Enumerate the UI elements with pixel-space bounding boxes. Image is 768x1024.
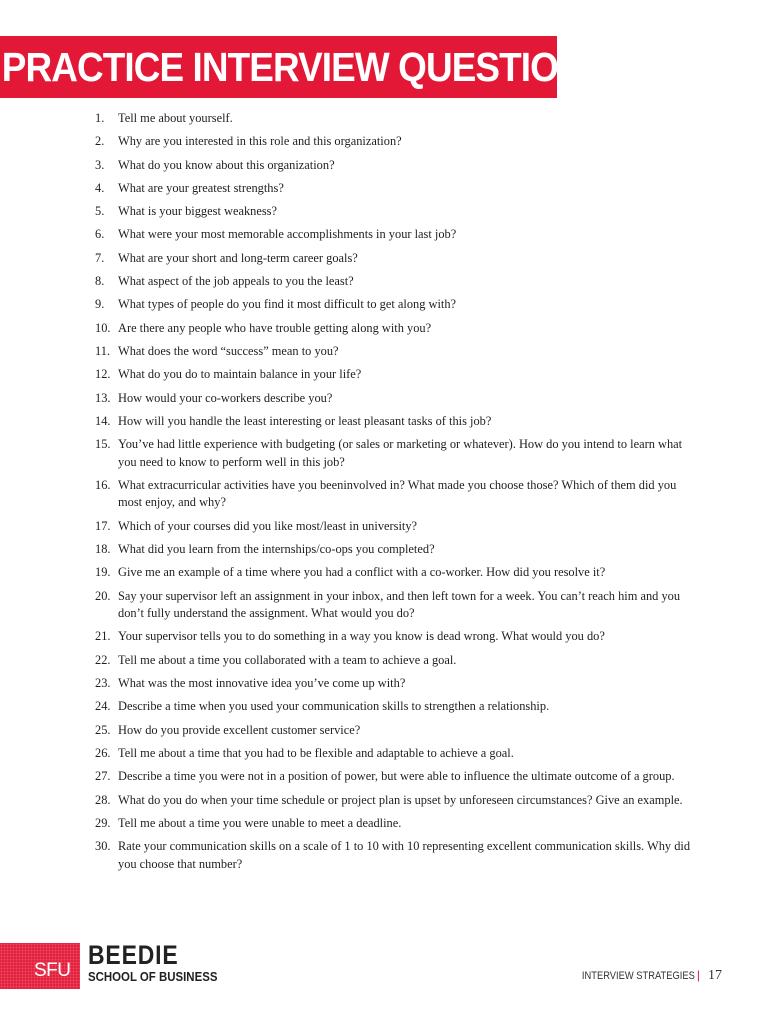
question-text: Tell me about yourself. (118, 111, 233, 125)
question-text: Your supervisor tells you to do something in a way you know is dead wrong. What would you do? (118, 629, 605, 644)
question-text: What was the most innovative idea you’ve come up with? (118, 676, 406, 691)
list-item (95, 157, 700, 175)
page-footer (562, 968, 722, 984)
question-number: 6. (95, 227, 105, 242)
question-number: 18. (95, 542, 111, 557)
list-item (95, 226, 700, 244)
list-item (95, 698, 700, 716)
question-number: 25. (95, 722, 111, 737)
list-item (95, 541, 700, 559)
list-item (95, 133, 700, 151)
question-number: 23. (95, 676, 111, 691)
list-item (95, 628, 700, 646)
school-of-business-text: SCHOOL OF BUSINESS (88, 969, 218, 984)
question-number: 4. (95, 180, 105, 195)
list-item (95, 792, 700, 810)
list-item (95, 320, 700, 338)
list-item (95, 518, 700, 536)
question-number: 26. (95, 745, 111, 760)
question-number: 20. (95, 588, 111, 603)
question-number: 24. (95, 699, 111, 714)
question-text: What aspect of the job appeals to you the least? (118, 274, 354, 289)
list-item (95, 250, 700, 268)
question-number: 2. (95, 134, 105, 149)
question-text: How do you provide excellent customer service? (118, 722, 361, 737)
question-number: 28. (95, 792, 111, 807)
question-number: 10. (95, 320, 111, 335)
question-text: What does the word “success” mean to you? (118, 343, 339, 358)
list-item (95, 296, 700, 314)
page-title: PRACTICE INTERVIEW QUESTIONS (1, 43, 608, 90)
title-banner (0, 36, 608, 98)
list-item (95, 366, 700, 384)
question-text: Rate your communication skills on a scale of 1 to 10 with 10 representing excellent communication skills. Why did you choose that number? (118, 839, 691, 871)
list-item (95, 390, 700, 408)
list-item (95, 652, 700, 670)
list-item (95, 564, 700, 582)
question-text: Give me an example of a time where you had a conflict with a co-worker. How did you resolve it? (118, 565, 606, 580)
question-text: What are your greatest strengths? (118, 180, 284, 195)
list-item (95, 180, 700, 198)
beedie-logo-text: BEEDIE (88, 940, 179, 970)
list-item (95, 477, 700, 512)
sfu-logo-text: SFU (34, 960, 71, 981)
question-number: 12. (95, 367, 111, 382)
question-number: 30. (95, 839, 111, 854)
list-item (95, 273, 700, 291)
list-item (95, 588, 700, 623)
question-number: 13. (95, 390, 111, 405)
question-number: 9. (95, 297, 105, 312)
question-number: 3. (95, 157, 105, 172)
question-text: What do you do to maintain balance in your life? (118, 367, 362, 382)
question-number: 17. (95, 518, 111, 533)
question-number: 15. (95, 437, 111, 452)
question-text: Tell me about a time you were unable to meet a deadline. (118, 815, 402, 830)
question-text: Why are you interested in this role and this organization? (118, 134, 402, 149)
question-text: Tell me about a time that you had to be flexible and adaptable to achieve a goal. (118, 745, 514, 760)
footer-separator: | (696, 968, 700, 982)
question-number: 16. (95, 477, 111, 492)
list-item (95, 675, 700, 693)
question-text: What were your most memorable accomplishments in your last job? (118, 227, 457, 242)
question-number: 14. (95, 413, 111, 428)
question-text: How would your co-workers describe you? (118, 390, 333, 405)
beedie-logo (0, 940, 220, 992)
question-number: 21. (95, 629, 111, 644)
page-number: 17 (708, 968, 722, 983)
question-text: Describe a time you were not in a position of power, but were able to influence the ultimate outcome of a group. (118, 769, 675, 784)
question-number: 27. (95, 769, 111, 784)
question-text: What is your biggest weakness? (118, 204, 277, 219)
list-item (95, 815, 700, 833)
question-number: 1. (95, 111, 105, 125)
question-text: What extracurricular activities have you beeninvolved in? What made you choose those? Which of them did you most enjoy, and why? (118, 477, 677, 510)
question-number: 8. (95, 274, 105, 289)
list-item (95, 413, 700, 431)
question-number: 19. (95, 565, 111, 580)
list-item (95, 110, 700, 128)
question-text: How will you handle the least interesting or least pleasant tasks of this job? (118, 413, 492, 428)
list-item (95, 838, 700, 873)
list-item (95, 343, 700, 361)
footer-section-label: INTERVIEW STRATEGIES (581, 970, 695, 982)
question-text: Tell me about a time you collaborated with a team to achieve a goal. (118, 652, 457, 667)
question-text: What are your short and long-term career goals? (118, 250, 358, 265)
question-list (95, 110, 700, 879)
question-text: What types of people do you find it most difficult to get along with? (118, 297, 457, 312)
question-text: Which of your courses did you like most/least in university? (118, 518, 418, 533)
list-item (95, 436, 700, 471)
question-text: Describe a time when you used your communication skills to strengthen a relationship. (118, 699, 550, 714)
list-item (95, 203, 700, 221)
question-text: What do you know about this organization? (118, 157, 335, 172)
question-number: 11. (95, 343, 111, 358)
question-text: What do you do when your time schedule or project plan is upset by unforeseen circumstances? Give an example. (118, 792, 683, 807)
list-item (95, 722, 700, 740)
sfu-logo-box (0, 943, 80, 989)
list-item (95, 768, 700, 786)
question-number: 5. (95, 204, 105, 219)
question-text: Are there any people who have trouble getting along with you? (118, 320, 432, 335)
question-number: 29. (95, 815, 111, 830)
question-text: Say your supervisor left an assignment in your inbox, and then left town for a week. You can’t reach him and you don’t fully understand the assignment. What would you do? (118, 588, 681, 621)
question-text: What did you learn from the internships/co-ops you completed? (118, 542, 435, 557)
question-number: 22. (95, 652, 111, 667)
question-text: You’ve had little experience with budgeting (or sales or marketing or whatever). How do you intend to learn what you need to know to perform well in this job? (118, 437, 683, 469)
list-item (95, 745, 700, 763)
question-number: 7. (95, 250, 105, 265)
